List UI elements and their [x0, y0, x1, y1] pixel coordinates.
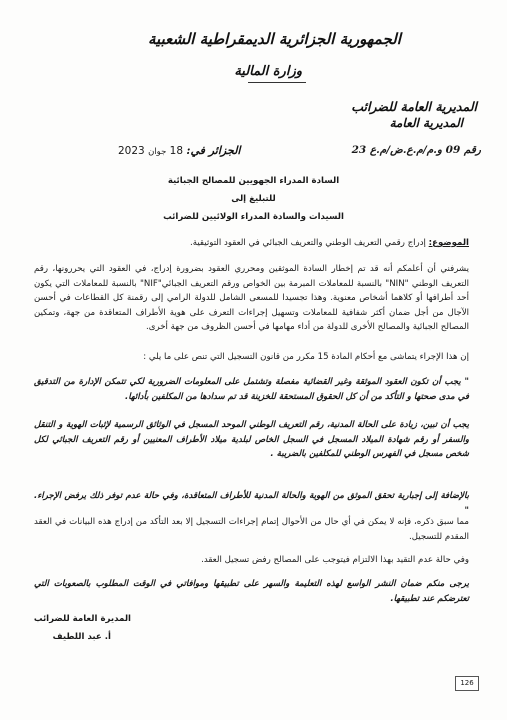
ministry-header: وزارة المالية [234, 64, 302, 79]
signature-title: المديرة العامة للضرائب [33, 614, 131, 624]
reference-block [352, 144, 481, 156]
ministry-underline [248, 82, 306, 83]
paragraph-intro: يشرفني أن أعلمكم أنه قد تم إخطار السادة الموثقين ومحرري العقود بضرورة إدراج، في العقود التي يحررونها، رقم التعريف الوطني "NIN" بالنسبة للمعاملات المبرمة بين الخواص ورقم التعريف الجبائي"NIF" بالنسبة للمعاملات التي يكون أحد أطرافها أو كلاهما أشخاص معنوية. وهذا تجسيدا للمسعى الشامل للدولة الرامي إلى رقمنة كل القطاعات في أحسن الآجال من أجل ضمان أكثر شفافية للمعاملات وتسهيل إجراءات التعرف على هوية الأطراف المتعاقدة من جهة، وتمكين المصالح الجبائية والمصالح الأخرى للدولة من أداء مهامها في أحسن الظروف من جهة أخرى. [34, 264, 470, 333]
reference-label: رقم [463, 144, 481, 156]
paragraph-conclusion: مما سبق ذكره، فإنه لا يمكن في أي حال من الأحوال إتمام إجراءات التسجيل إلا بعد التأكد من إدراج هذه البيانات في العقد المقدم للتسجيل. [34, 517, 469, 542]
page-number: 126 [455, 676, 479, 691]
signature-name: أ. عبد اللطيف [52, 632, 111, 642]
republic-header: الجمهورية الجزائرية الديمقراطية الشعبية [148, 30, 401, 48]
paragraph-refusal: وفي حالة عدم التقيد بهذا الالتزام فيتوجب على المصالح رفض تسجيل العقد. [201, 555, 469, 565]
date-day: 18 [169, 145, 184, 157]
subject-text: إدراج رقمي التعريف الوطني والتعريف الجبائي في العقود التوثيقية. [189, 238, 426, 248]
quote-paragraph-2: يجب أن تبين، زيادة على الحالة المدنية، رقم التعريف الوطني الموحد المسجل في الوثائق الرسمية لإثبات الهوية و التنقل والسفر أو رقم شهادة الميلاد المسجل في السجل الخاص لبلدية ميلاد الأطراف المعنيين أو رقم التعريف الجبائي لكل شخص مسجل في الفهرس الوطني للمكلفين بالضريبة . [34, 420, 469, 460]
quote-paragraph-1: " يجب أن تكون العقود الموثقة وغير القضائية مفصلة وتشتمل على المعلومات الضرورية لكي تتمكن الإدارة من التدقيق في مدى صحتها و التأكد من أن كل الحقوق المستحقة للخزينة قد تم سدادها من المكلفين بأدائها. [34, 377, 469, 402]
addressee-line-1: السادة المدراء الجهويين للمصالح الجبائية [167, 176, 340, 186]
reference-code-number: 23 [351, 144, 367, 156]
place-date [118, 144, 240, 157]
subject-label: الموضوع: [428, 238, 469, 248]
directorate-header: المديرية العامة [389, 116, 463, 130]
addressee-line-3: السيدات والسادة المدراء الولائيين للضرائب [163, 212, 344, 222]
subject-line [34, 236, 469, 251]
reference-number: 09 [445, 144, 461, 156]
place-date-label: الجزائر في: [186, 144, 241, 157]
reference-code: و.م/م.ع.ض/م.ع [369, 144, 442, 156]
date-year: 2023 [118, 145, 145, 157]
addressee-line-2: للتبليغ إلى [231, 194, 276, 204]
paragraph-article: إن هذا الإجراء يتماشى مع أحكام المادة 15 مكرر من قانون التسجيل التي تنص على ما يلي : [143, 352, 469, 362]
paragraph-request: يرجى منكم ضمان النشر الواسع لهذه التعليمة والسهر على تطبيقها وموافاتي في الوقت المطلوب بالصعوبات التي تعترضكم عند تطبيقها. [34, 579, 469, 604]
quote-paragraph-3: بالإضافة إلى إجبارية تحقق الموثق من الهوية والحالة المدنية للأطراف المتعاقدة، وفي حالة عدم توفر ذلك يرفض الإجراء. " [34, 491, 469, 516]
date-month: جوان [148, 147, 167, 157]
directorate-general-header: المديرية العامة للضرائب [351, 99, 477, 114]
